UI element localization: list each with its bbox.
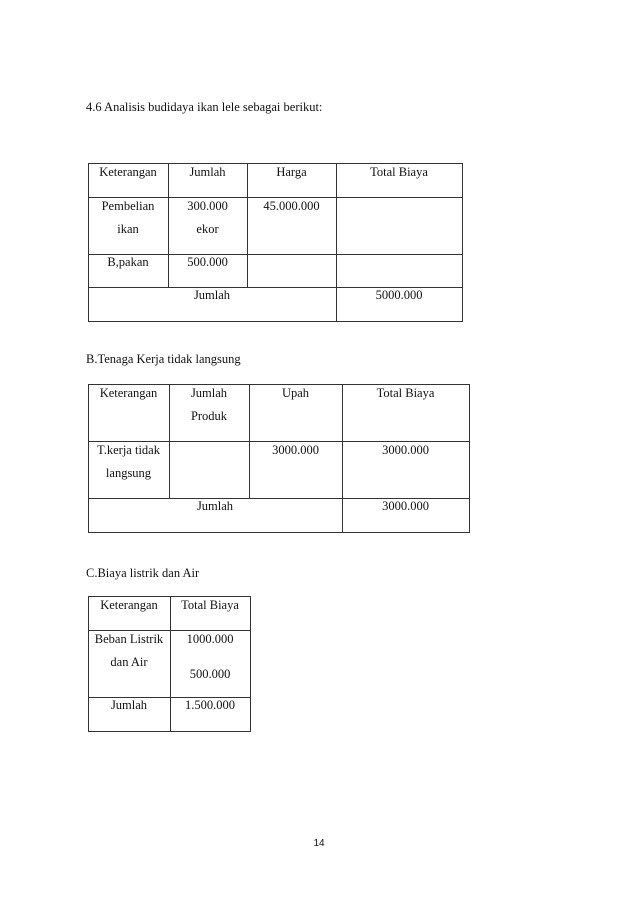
cell-jumlah-line1: 300.000 bbox=[187, 199, 228, 213]
cell-jumlah-line2: ekor bbox=[196, 222, 219, 236]
section1-heading: 4.6 Analisis budidaya ikan lele sebagai berikut: bbox=[86, 100, 323, 114]
page-number: 14 bbox=[313, 838, 325, 849]
cell-value-listrik: 1000.000 bbox=[186, 632, 234, 646]
cell-harga: 45.000.000 bbox=[263, 199, 320, 213]
cell-keterangan-line1: T.kerja tidak bbox=[97, 443, 160, 457]
cell-upah: 3000.000 bbox=[272, 443, 319, 457]
header-jumlah: Jumlah bbox=[189, 165, 226, 179]
cell-keterangan-line2: ikan bbox=[117, 222, 139, 236]
section3-heading: C.Biaya listrik dan Air bbox=[86, 566, 200, 580]
footer-jumlah-total: 5000.000 bbox=[375, 288, 423, 302]
footer-jumlah-label: Jumlah bbox=[193, 288, 231, 302]
header-produk: Produk bbox=[190, 409, 228, 423]
section2-heading: B.Tenaga Kerja tidak langsung bbox=[86, 352, 241, 366]
header-harga: Harga bbox=[276, 165, 307, 179]
footer-jumlah-label: Jumlah bbox=[196, 499, 234, 513]
cell-keterangan-line1: Beban Listrik bbox=[94, 632, 164, 646]
header-keterangan: Keterangan bbox=[100, 598, 158, 612]
header-keterangan: Keterangan bbox=[99, 386, 158, 400]
header-upah: Upah bbox=[281, 386, 310, 400]
cell-total: 3000.000 bbox=[382, 443, 429, 457]
cell-keterangan-line2: langsung bbox=[105, 466, 152, 480]
header-total-biaya: Total Biaya bbox=[370, 165, 428, 179]
footer-jumlah-total: 1.500.000 bbox=[185, 698, 235, 712]
header-jumlah: Jumlah bbox=[190, 386, 228, 400]
cell-jumlah: 500.000 bbox=[187, 255, 228, 269]
header-total-biaya: Total Biaya bbox=[181, 598, 239, 612]
footer-jumlah-label: Jumlah bbox=[110, 698, 148, 712]
footer-jumlah-total: 3000.000 bbox=[382, 499, 429, 513]
cell-keterangan: B,pakan bbox=[107, 255, 149, 269]
cell-keterangan-line1: Pembelian bbox=[101, 199, 155, 213]
header-keterangan: Keterangan bbox=[99, 165, 157, 179]
header-total-biaya: Total Biaya bbox=[376, 386, 435, 400]
cell-keterangan-line2: dan Air bbox=[110, 655, 148, 669]
cell-value-air: 500.000 bbox=[189, 667, 231, 681]
